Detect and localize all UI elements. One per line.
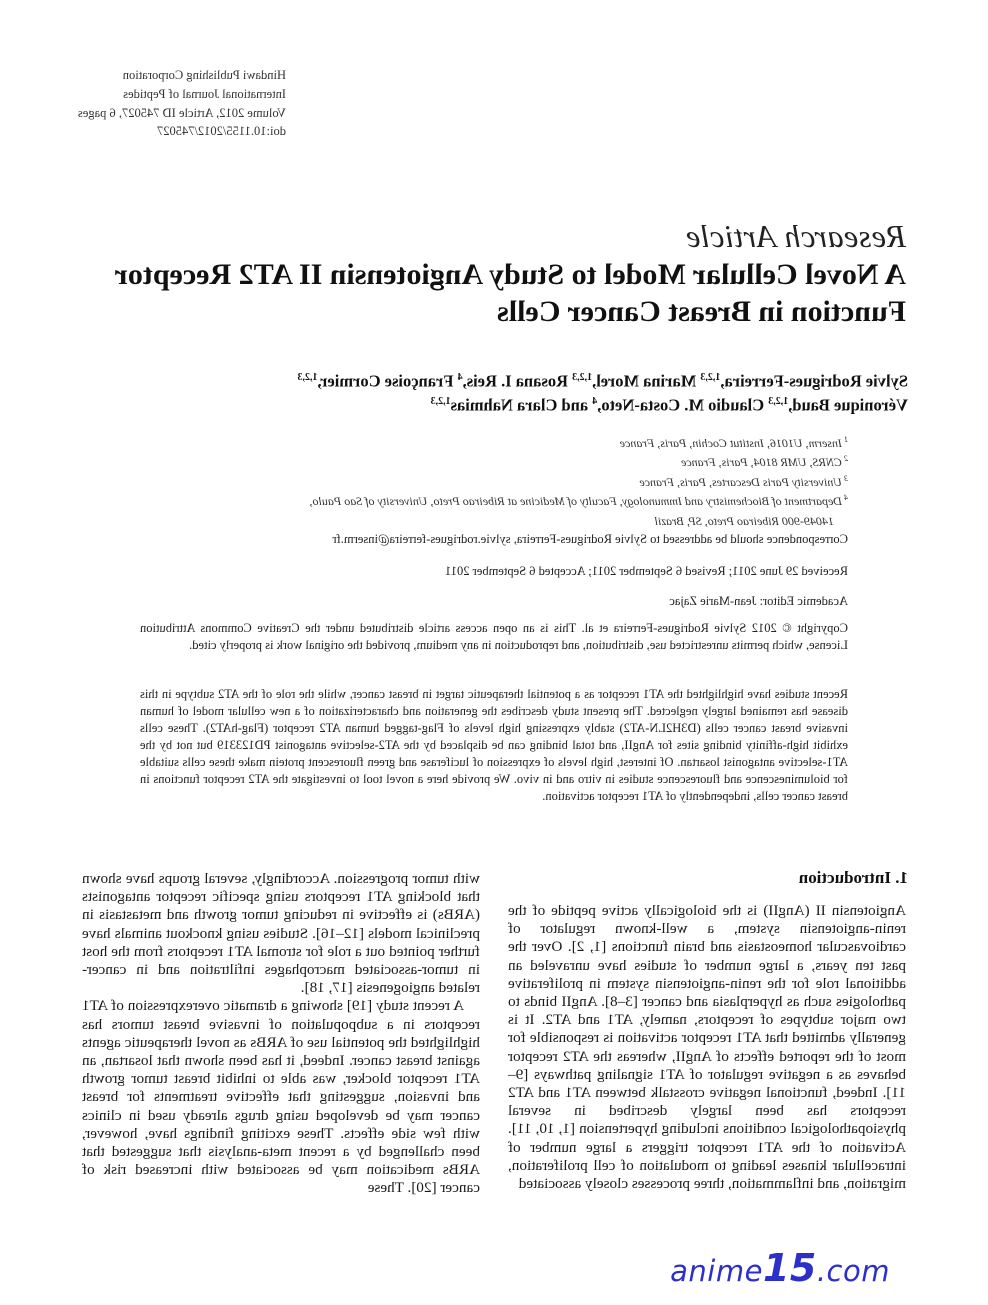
journal-metadata	[78, 66, 286, 141]
affiliation	[310, 471, 848, 490]
body-column-left	[508, 902, 906, 1193]
received-dates: Received 29 June 2011; Revised 6 September 2011; Accepted 6 September 2011	[444, 564, 848, 578]
author-affil-sup: 1,2,3	[768, 395, 789, 407]
affiliations	[310, 432, 848, 529]
author-name: Rosana I. Reis,	[462, 371, 568, 391]
watermark-prefix: anime	[670, 1254, 763, 1288]
academic-editor: Academic Editor: Jean-Marie Zajac	[669, 594, 848, 608]
doi: doi:10.1155/2012/745027	[156, 124, 286, 139]
site-watermark	[670, 1246, 890, 1290]
affiliation-number: 4	[844, 493, 848, 503]
body-paragraph: Angiotensin II (AngII) is the biologically active peptide of the renin-angiotensin system, a well-known regulator of cardiovascular homeostasis and brain functions [1, 2]. Over the past ten years, a large number of studies have unraveled an additional role for the renin-angiotensin system in proliferative pathologies such as hyperplasia and cancer [3–8]. AngII binds to two major subtypes of receptors, namely, AT1 and AT2. It is generally admitted that AT1 receptor activation is responsible for most of the reported effects of AngII, whereas the AT2 receptor behaves as a negative regulator of AT1 signaling pathways [9–11]. Indeed, functional negative crosstalk between AT1 and AT2 receptors has been largely described in several physiopathological conditions including hypertension [1, 10, 11]. Activation of the AT1 receptor triggers a large number of intracellular kinases leading to modulation of cell proliferation, migration, and inflammation, three processes closely associated	[508, 902, 906, 1193]
affiliation-text: CNRS, UMR 8104, Paris, France	[681, 455, 842, 470]
affiliation	[310, 432, 848, 451]
affiliation-text: 14049-900 Ribeirao Preto, SP, Brazil	[654, 513, 834, 528]
affiliation-number: 3	[844, 473, 848, 483]
article-title: A Novel Cellular Model to Study Angiotensin II AT2 Receptor Function in Breast Cancer Cells	[115, 258, 906, 328]
author-affil-sup: 1,2,3	[700, 372, 721, 383]
affiliation-text: Inserm, U1016, Institut Cochin, Paris, France	[619, 436, 842, 450]
publisher: Hindawi Publishing Corporation	[122, 68, 286, 82]
affiliation-text: Department of Biochemistry and Immunology, Faculty of Medicine at Ribeirao Preto, University of Sao Paulo,	[309, 494, 842, 509]
author-affil-sup: 1,2,3	[430, 395, 451, 407]
author-name: Marina Morel,	[592, 371, 697, 391]
author-name: and Clara Nahmias	[450, 395, 589, 414]
author-affil-sup: 4	[457, 372, 463, 383]
copyright-notice: Copyright © 2012 Sylvie Rodrigues-Ferreira et al. This is an open access article distributed under the Creative Commons Attribution License, which permits unrestricted use, distribution, and reproduction in any medium, provided the original work is properly cited.	[140, 621, 848, 652]
body-paragraph: with tumor progression. Accordingly, several groups have shown that blocking AT1 receptors using specific receptor antagonists (ARBs) is effective in reducing tumor growth and metastasis in preclinical models [12–16]. Studies using knockout animals have further pointed out a role for stromal AT1 receptors from the host in tumor-associated macrophages infiltration and in cancer-related angiogenesis [17, 18].	[82, 870, 480, 997]
author-affil-sup: 4	[592, 395, 598, 407]
article-type: Research Article	[685, 218, 906, 254]
watermark-number: 15	[762, 1246, 817, 1290]
affiliation	[310, 451, 848, 470]
author-name: Françoise Cormier,	[317, 371, 454, 391]
author-name: Véronique Baud,	[788, 395, 908, 414]
affiliation	[310, 490, 848, 509]
body-column-right	[82, 870, 480, 1198]
abstract: Recent studies have highlighted the AT1 receptor as a potential therapeutic target in breast cancer, while the role of the AT2 subtype in this disease has remained largely neglected. The present study describes the generation and characterization of a new cellular model of human invasive breast cancer cells (D3H2LN-AT2) stably expressing high levels of Flag-tagged human AT2 receptor (Flag-hAT2). These cells exhibit high-affinity binding sites for AngII, and total binding can be displaced by the AT2-selective antagonist PD123319 but not by the AT1-selective antagonist losartan. Of interest, high levels of expression of luciferase and green fluorescent protein make these cells suitable for bioluminescence and fluorescence studies in vitro and in vivo. We provide here a novel tool to investigate the AT2 receptor functions in breast cancer cells, independently of AT1 receptor activation.	[140, 687, 848, 803]
journal-name: International Journal of Peptides	[123, 86, 286, 101]
author-list	[78, 368, 908, 415]
author-line-1	[78, 368, 908, 392]
author-affil-sup: 1,2,3	[572, 372, 593, 383]
correspondence: Correspondence should be addressed to Sylvie Rodrigues-Ferreira, sylvie.rodrigues-ferreira@inserm.fr	[332, 532, 848, 546]
volume-info: Volume 2012, Article ID 745027, 6 pages	[77, 105, 286, 120]
author-name: Claudio M. Costa-Neto,	[597, 395, 765, 414]
affiliation	[310, 510, 848, 529]
author-line-2	[78, 392, 908, 416]
watermark-suffix: .com	[816, 1254, 890, 1288]
author-affil-sup: 1,2,3	[297, 372, 318, 383]
section-heading: 1. Introduction	[798, 868, 908, 887]
affiliation-number: 2	[844, 454, 848, 464]
author-name: Sylvie Rodrigues-Ferreira,	[720, 371, 908, 391]
affiliation-text: University Paris Descartes, Paris, France	[639, 474, 842, 489]
body-paragraph: A recent study [19] showing a dramatic overexpression of AT1 receptors in a subpopulation of invasive breast tumors has highlighted the potential use of ARBs as novel therapeutic agents against breast cancer. Indeed, it has been shown that losartan, an AT1 receptor blocker, was able to inhibit breast tumor growth and invasion, suggesting that effective treatments for breast cancer may be developed using drugs already used in clinics with few side effects. These exciting findings have, however, been challenged by a recent meta-analysis that suggested that ARBs medication may be associated with increased risk of cancer [20]. These	[82, 997, 480, 1197]
affiliation-number: 1	[844, 435, 848, 444]
